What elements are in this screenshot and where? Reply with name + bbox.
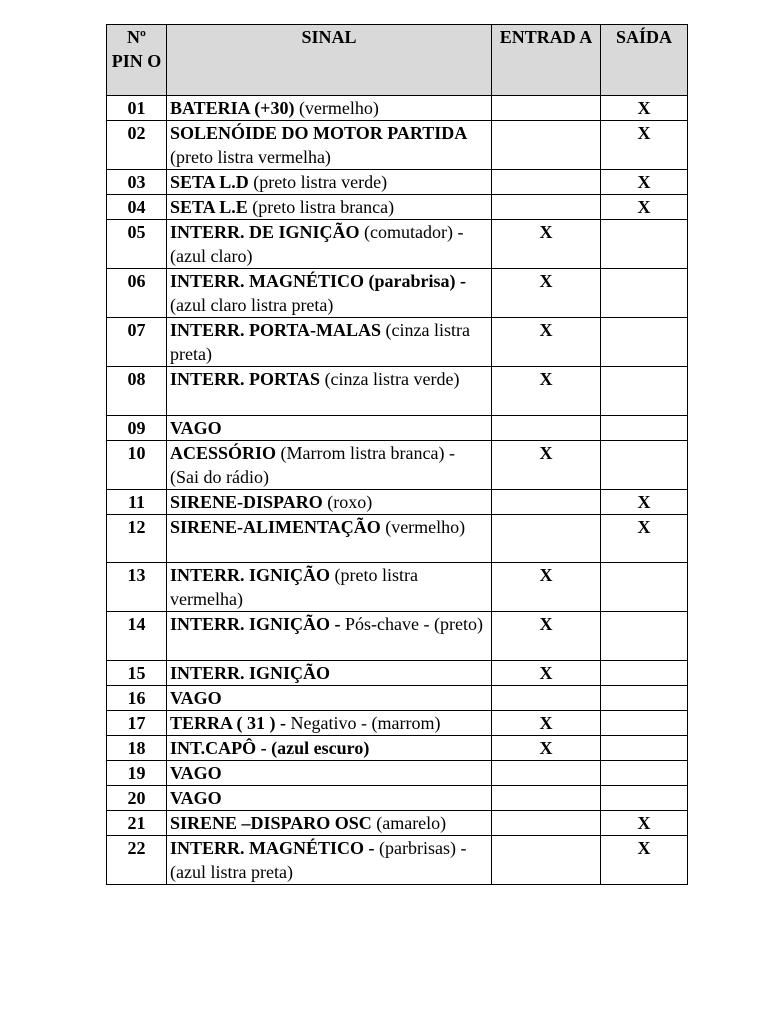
output-mark	[601, 415, 688, 440]
signal-name: SIRENE-ALIMENTAÇÃO	[170, 516, 381, 537]
signal-wire-color: (Marrom listra branca) - (Sai do rádio)	[170, 442, 455, 487]
pin-number: 09	[107, 415, 167, 440]
pin-number: 21	[107, 810, 167, 835]
signal-cell	[167, 612, 492, 661]
signal-cell	[167, 96, 492, 121]
signal-name: VAGO	[170, 687, 222, 708]
signal-name: INT.CAPÔ - (azul escuro)	[170, 737, 370, 758]
signal-wire-color: Pós-chave - (preto)	[340, 614, 483, 635]
input-mark: X	[492, 563, 601, 612]
signal-name: INTERR. PORTA-MALAS	[170, 320, 382, 340]
pin-number: 10	[107, 440, 167, 489]
table-row	[107, 121, 688, 170]
signal-cell	[167, 367, 492, 416]
signal-cell	[167, 710, 492, 735]
signal-wire-color: (cinza listra preta)	[170, 320, 471, 364]
output-mark	[601, 735, 688, 760]
output-mark	[601, 710, 688, 735]
table-row	[107, 96, 688, 121]
input-mark: X	[492, 735, 601, 760]
pin-rows	[107, 96, 688, 885]
signal-name: ACESSÓRIO	[170, 442, 277, 463]
signal-cell	[167, 440, 492, 489]
table-row	[107, 367, 688, 416]
pin-number: 17	[107, 710, 167, 735]
signal-name: INTERR. MAGNÉTICO (parabrisa) -	[170, 271, 467, 291]
signal-wire-color: (preto listra verde)	[248, 172, 388, 192]
signal-wire-color: (parbrisas) - (azul listra preta)	[170, 837, 467, 882]
signal-cell	[167, 318, 492, 367]
pin-number: 16	[107, 685, 167, 710]
table-row	[107, 612, 688, 661]
signal-name: INTERR. MAGNÉTICO -	[170, 837, 375, 858]
signal-wire-color: (comutador) - (azul claro)	[170, 222, 464, 266]
signal-cell	[167, 810, 492, 835]
input-mark	[492, 685, 601, 710]
pin-number: 02	[107, 121, 167, 170]
signal-name: SIRENE-DISPARO	[170, 491, 323, 512]
signal-wire-color: (roxo)	[322, 491, 373, 512]
signal-wire-color: (preto listra vermelha)	[170, 565, 419, 610]
signal-wire-color: (cinza listra verde)	[320, 369, 460, 389]
output-mark	[601, 785, 688, 810]
table-row	[107, 835, 688, 884]
pin-number: 05	[107, 220, 167, 269]
table-row	[107, 195, 688, 220]
table-row	[107, 514, 688, 563]
input-mark	[492, 121, 601, 170]
signal-cell	[167, 685, 492, 710]
signal-name: INTERR. IGNIÇÃO	[170, 565, 331, 586]
table-row	[107, 563, 688, 612]
signal-name: INTERR. IGNIÇÃO -	[170, 614, 341, 635]
header-pin: Nº PIN O	[107, 25, 167, 96]
table-row	[107, 170, 688, 195]
input-mark	[492, 810, 601, 835]
pin-number: 15	[107, 660, 167, 685]
signal-cell	[167, 735, 492, 760]
input-mark	[492, 785, 601, 810]
signal-name: INTERR. PORTAS	[170, 369, 321, 389]
signal-name: INTERR. IGNIÇÃO	[170, 662, 331, 683]
signal-wire-color: (vermelho)	[380, 516, 466, 537]
pin-number: 06	[107, 269, 167, 318]
header-input: ENTRAD A	[492, 25, 601, 96]
signal-cell	[167, 220, 492, 269]
signal-wire-color: Negativo - (marrom)	[286, 712, 441, 733]
output-mark	[601, 220, 688, 269]
input-mark: X	[492, 440, 601, 489]
output-mark: X	[601, 835, 688, 884]
pin-number: 11	[107, 489, 167, 514]
table-row	[107, 710, 688, 735]
output-mark	[601, 660, 688, 685]
output-mark: X	[601, 96, 688, 121]
table-row	[107, 785, 688, 810]
table-row	[107, 685, 688, 710]
signal-cell	[167, 415, 492, 440]
table-row	[107, 810, 688, 835]
signal-cell	[167, 835, 492, 884]
output-mark	[601, 760, 688, 785]
signal-name: SETA L.E	[170, 197, 248, 217]
signal-name: SOLENÓIDE DO MOTOR PARTIDA	[170, 123, 468, 143]
signal-cell	[167, 563, 492, 612]
input-mark: X	[492, 318, 601, 367]
pin-number: 01	[107, 96, 167, 121]
input-mark: X	[492, 710, 601, 735]
signal-cell	[167, 195, 492, 220]
output-mark	[601, 367, 688, 416]
table-row	[107, 735, 688, 760]
signal-name: VAGO	[170, 787, 222, 808]
pin-number: 07	[107, 318, 167, 367]
signal-cell	[167, 660, 492, 685]
pin-number: 08	[107, 367, 167, 416]
output-mark: X	[601, 489, 688, 514]
input-mark: X	[492, 220, 601, 269]
signal-wire-color: (vermelho)	[294, 98, 379, 118]
pin-number: 13	[107, 563, 167, 612]
signal-cell	[167, 269, 492, 318]
output-mark: X	[601, 121, 688, 170]
signal-cell	[167, 489, 492, 514]
table-row	[107, 660, 688, 685]
output-mark: X	[601, 195, 688, 220]
signal-name: SETA L.D	[170, 172, 249, 192]
table-row	[107, 220, 688, 269]
signal-name: INTERR. DE IGNIÇÃO	[170, 222, 360, 242]
input-mark: X	[492, 612, 601, 661]
pin-number: 03	[107, 170, 167, 195]
signal-cell	[167, 170, 492, 195]
signal-wire-color: (preto listra branca)	[247, 197, 395, 217]
signal-cell	[167, 785, 492, 810]
table-row	[107, 269, 688, 318]
header-signal: SINAL	[167, 25, 492, 96]
signal-name: VAGO	[170, 417, 222, 438]
output-mark: X	[601, 514, 688, 563]
signal-cell	[167, 121, 492, 170]
signal-wire-color: (amarelo)	[371, 812, 447, 833]
pin-number: 22	[107, 835, 167, 884]
input-mark	[492, 195, 601, 220]
output-mark	[601, 440, 688, 489]
table-row	[107, 489, 688, 514]
input-mark	[492, 170, 601, 195]
pin-number: 12	[107, 514, 167, 563]
input-mark	[492, 760, 601, 785]
output-mark: X	[601, 810, 688, 835]
output-mark	[601, 269, 688, 318]
pin-number: 14	[107, 612, 167, 661]
pin-number: 19	[107, 760, 167, 785]
table-row	[107, 440, 688, 489]
output-mark	[601, 685, 688, 710]
pin-number: 04	[107, 195, 167, 220]
output-mark: X	[601, 170, 688, 195]
input-mark	[492, 415, 601, 440]
table-row	[107, 760, 688, 785]
pin-table	[106, 24, 688, 885]
output-mark	[601, 563, 688, 612]
signal-name: VAGO	[170, 762, 222, 783]
table-row	[107, 415, 688, 440]
pin-number: 20	[107, 785, 167, 810]
output-mark	[601, 318, 688, 367]
header-row	[107, 25, 688, 96]
input-mark: X	[492, 367, 601, 416]
output-mark	[601, 612, 688, 661]
signal-wire-color: (azul claro listra preta)	[170, 295, 334, 315]
header-output: SAÍDA	[601, 25, 688, 96]
pin-number: 18	[107, 735, 167, 760]
table-row	[107, 318, 688, 367]
signal-wire-color: (preto listra vermelha)	[170, 147, 331, 167]
signal-cell	[167, 514, 492, 563]
input-mark: X	[492, 269, 601, 318]
signal-name: BATERIA (+30)	[170, 98, 295, 118]
signal-cell	[167, 760, 492, 785]
input-mark	[492, 489, 601, 514]
input-mark	[492, 835, 601, 884]
signal-name: SIRENE –DISPARO OSC	[170, 812, 372, 833]
input-mark: X	[492, 660, 601, 685]
signal-name: TERRA ( 31 ) -	[170, 712, 286, 733]
input-mark	[492, 96, 601, 121]
input-mark	[492, 514, 601, 563]
